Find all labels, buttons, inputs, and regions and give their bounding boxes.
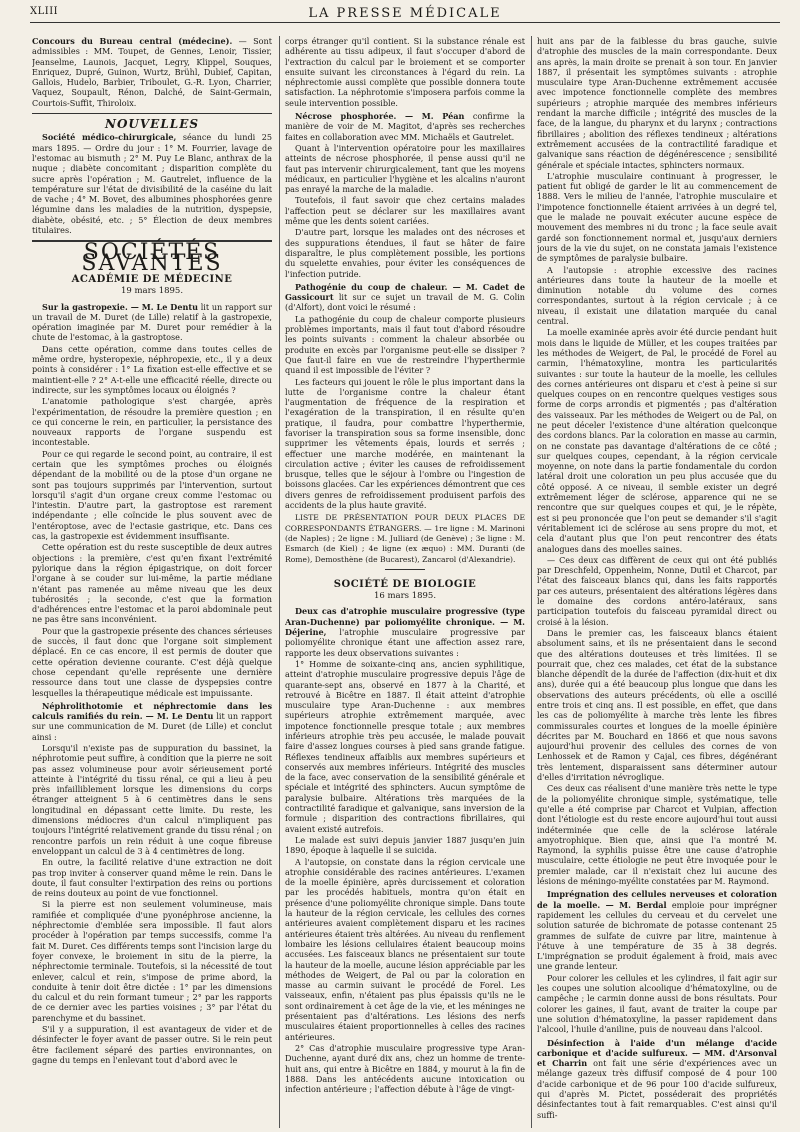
academie-title: ACADÉMIE DE MÉDECINE xyxy=(71,273,233,285)
paragraph: A l'autopsie : atrophie excessive des racines antérieures dans toute la hauteur de la moelle et diminution notable du volume des cornes correspondantes, surtout à la région cervicale ; à ce niveau, il existait une dilatation marquée du canal central. xyxy=(537,264,777,327)
gastro-heading: Sur la gastropexie. — M. Le Dentu xyxy=(42,301,198,312)
desinfection-heading: Désinfection à l'aide d'un mélange d'acide carbonique et d'acide sulfureux. — MM. d'Arsonval et Charrin xyxy=(537,1037,777,1069)
nephro-heading: Néphrolithotomie et néphrectomie dans les calculs ramifiés du rein. — M. Le Dentu xyxy=(32,700,272,722)
societes-savantes-title: SOCIÉTÉS SAVANTES xyxy=(81,240,223,276)
paragraph: D'autre part, lorsque les malades ont des nécroses et des suppurations étendues, il faut se hâter de faire disparaître, le plus complètement possible, les portions du squelette envahies, pour éviter les conséquences de l'infection putride. xyxy=(285,227,525,279)
divider xyxy=(32,113,272,114)
paragraph: La pathogénie du coup de chaleur comporte plusieurs problèmes importants, mais il faut tout d'abord résoudre les points suivants : comment la chaleur absorbée ou produite en excès par l'organisme peut-elle se dissiper ? Que faut-il faire en vue de restreindre l'hyperthermie quand il est impossible de l'éviter ? xyxy=(285,313,525,376)
atrophie-paragraph xyxy=(285,606,525,657)
column-divider-2 xyxy=(531,36,532,1128)
divider xyxy=(385,569,425,570)
atrophie-text: l'atrophie musculaire progressive par poliomyélite chronique étant une affection assez rare, rapporte les deux observations suivantes : xyxy=(285,627,525,658)
paragraph: huit ans par de la faiblesse du bras gauche, suivie d'atrophie des muscles de la main correspondante. Deux ans après, la main droite se prenait à son tour. En janvier 1887, il présentait les symptômes suivants : atrophie musculaire type Aran-Duchenne extrêmement accusée avec impotence fonctionnelle complète des membres supérieurs ; atrophie marquée des membres inférieurs rendant la marche difficile ; intégrité des muscles de la face, de la langue, du pharynx et du larynx ; contractions fibrillaires ; abolition des réflexes tendineux ; altérations extrêmement accusées de la contractilité faradique et galvanique sans réaction de dégénérescence ; sensibilité générale et spéciale intactes, sphincters normaux. xyxy=(537,36,777,170)
academie-date: 19 mars 1895. xyxy=(120,286,184,297)
paragraph: En outre, la facilité relative d'une extraction ne doit pas trop inviter à conserver quand même le rein. Dans le doute, il faut consulter l'extirpation des reins ou portions de reins douteux au point de vue fonctionnel. xyxy=(32,857,272,899)
paragraph: L'atrophie musculaire continuant à progresser, le patient fut obligé de garder le lit au commencement de 1888. Vers le milieu de l'année, l'atrophie musculaire et l'impotence fonctionnelle étaient arrivées à un degré tel, que le malade ne pouvait exécuter aucune espèce de mouvement des membres ni du tronc ; la face seule avait gardé son fonctionnement normal et, jusqu'aux derniers jours de la vie du sujet, on ne constata jamais l'existence de symptômes de paralysie bulbaire. xyxy=(537,170,777,264)
necrose-text: confirme la manière de voir de M. Magitot, d'après ses recherches faites en collaboration avec MM. Michaëls et Gautrelet. xyxy=(285,111,525,142)
paragraph: A l'autopsie, on constate dans la région cervicale une atrophie considérable des racines antérieures. L'examen de la moelle épinière, après durcissement et coloration par les procédés habituels, montra qu'on était en présence d'une poliomyélite chronique simple. Dans toute la hauteur de la région cervicale, les cellules des cornes antérieures avaient complètement disparu et les racines antérieures étaient très altérées. Au niveau du renflement lombaire les lésions cellulaires étaient beaucoup moins accusées. Les faisceaux blancs ne présentaient sur toute la hauteur de la moelle, aucune lésion appréciable par les méthodes de Weigert, de Pal ou par la coloration en masse au carmin suivant le procédé de Forel. Les vaisseaux, enfin, n'étaient pas plus épaissis qu'ils ne le sont ordinairement à cet âge de la vie, et les méninges ne présentaient pas d'altérations. Les lésions des nerfs musculaires étaient proportionnelles à celles des racines antérieures. xyxy=(285,856,525,1042)
gastro-text: lit un rapport sur un travail de M. Duret (de Lille) relatif à la gastropexie, opération imaginée par M. Duret pour remédier à la chute de l'estomac, à la gastroptose. xyxy=(32,301,272,343)
paragraph: 2° Cas d'atrophie musculaire progressive type Aran-Duchenne, ayant duré dix ans, chez un homme de trente-huit ans, qui entre à Bicêtre en 1884, y mourut à la fin de 1888. Dans les antécédents aucune intoxication ou infection antérieure ; l'affection débute à l'âge de vingt- xyxy=(285,1042,525,1095)
paragraph: Ces deux cas réalisent d'une manière très nette le type de la poliomyélite chronique simple, systématique, telle qu'elle a été comprise par Charcot et Vulpian, affection dont l'étiologie est du reste encore aujourd'hui tout aussi indéterminée que celle de la sclérose latérale amyotrophique. Bien que, ainsi que l'a montré M. Raymond, la syphilis puisse être une cause d'atrophie musculaire, cette étiologie ne peut être invoquée pour le premier malade, car il n'existait chez lui aucune des lésions de méningo-myélite constatées par M. Raymond. xyxy=(537,783,777,887)
impregnation-heading: Imprégnation des cellules nerveuses et coloration de la moelle. — M. Berdal xyxy=(537,889,777,910)
column-divider-1 xyxy=(279,36,280,1128)
paragraph: Pour ce qui regarde le second point, au contraire, il est certain que les symptômes proches ou éloignés dépendant de la mobilité ou de la ptose d'un organe ne sont pas toujours supprimés par l'intervention, surtout lorsqu'il s'agit d'un organe creux comme l'estomac ou l'intestin. D'autre part, la gastroptose est rarement indépendante ; elle coïncide le plus souvent avec de l'entéroptose, avec de l'ectasie gastrique, etc. Dans ces cas, la gastropexie est évidemment insuffisante. xyxy=(32,448,272,542)
paragraph: corps étranger qu'il contient. Si la substance rénale est adhérente au tissu adipeux, il faut s'occuper d'abord de l'extraction du calcul par le broiement et se comporter ensuite suivant les circonstances à l'égard du rein. La néphrectomie aussi complète que possible donnera toute satisfaction. La néphrotomie s'imposera parfois comme la seule intervention possible. xyxy=(285,36,525,108)
page-header xyxy=(30,6,780,23)
column-3 xyxy=(537,36,777,1128)
column-1 xyxy=(32,36,272,1128)
nephro-paragraph xyxy=(32,701,272,742)
paragraph: Si la pierre est non seulement volumineuse, mais ramifiée et compliquée d'une pyonéphrose ancienne, la néphrectomie d'emblée sera impossible. Il faut alors procéder à l'opération par temps successifs, comme l'a fait M. Duret. Ces différents temps sont l'incision large du foyer convexe, le broiement in situ de la pierre, la néphrectomie terminale. Toutefois, si la nécessité de tout enlever, calcul et rein, s'impose de prime abord, la conduite à tenir doit être dictée : 1° par les dimensions du calcul et du rein formant tumeur ; 2° par les rapports de ce dernier avec les parties voisines ; 3° par l'état du parenchyme et du bassinet. xyxy=(32,899,272,1023)
chaleur-text: lit sur ce sujet un travail de M. G. Colin (d'Alfort), dont voici le résumé : xyxy=(285,292,525,313)
necrose-paragraph xyxy=(285,111,525,142)
paragraph: Dans le premier cas, les faisceaux blancs étaient absolument sains, et ils ne présentaient dans le second que des altérations douteuses et très limitées. Il se pourrait que, chez ces malades, cet état de la substance blanche dépendît de la durée de l'affection (dix-huit et dix ans), durée qui a été beaucoup plus longue que dans les observations des auteurs précédents, où elle a oscillé entre trois et cinq ans. Il est possible, en effet, que dans les cas de poliomyélite à marche très lente les fibres commissurales courtes et longues de la moelle épinière décrites par M. Bouchard en 1866 et que nous savons aujourd'hui provenir des cellules des cornes de von Lenhossek et de Ramon y Cajal, ces fibres, dégénérant très lentement, disparaissent sans déterminer autour d'elles d'irritation névroglique. xyxy=(537,627,777,783)
gastro-paragraph xyxy=(32,302,272,343)
desinfection-paragraph xyxy=(537,1038,777,1120)
paragraph: 1° Homme de soixante-cinq ans, ancien syphilitique, atteint d'atrophie musculaire progressive depuis l'âge de quarante-sept ans, observé en 1877 à la Charité, et retrouvé à Bicêtre en 1887. Il était atteint d'atrophie musculaire type Aran-Duchenne : aux membres supérieurs atrophie extrêmement marquée, avec impotence fonctionnelle presque totale ; aux membres inférieurs atrophie très peu accusée, le malade pouvait faire d'assez longues courses à pied sans grande fatigue. Réflexes tendineux affaiblis aux membres supérieurs et conservés aux membres inférieurs. Intégrité des muscles de la face, avec conservation de la sensibilité générale et spéciale et intégrité des sphincters. Aucun symptôme de paralysie bulbaire. Altérations très marquées de la contractilité faradique et galvanique, sans inversion de la formule ; disparition des contractions fibrillaires, qui avaient existé autrefois. xyxy=(285,658,525,834)
liste-text: — 1re ligne : M. Marinoni (de Naples) ; 2e ligne : M. Julliard (de Genève) ; 3e ligne : M. Esmarch (de Kiel) ; 4e ligne (ex æquo) : MM. Duranti (de Rome), Demosthène (de Bucarest), Zancarol (d'Alexandrie). xyxy=(285,523,525,564)
paragraph: Pour colorer les cellules et les cylindres, il fait agir sur les coupes une solution alcoolique d'hématoxyline, ou de campêche ; le carmin donne aussi de bons résultats. Pour colorer les gaines, il faut, avant de traiter la coupe par une solution d'hématoxyline, la passer rapidement dans l'alcool, l'huile d'aniline, puis de nouveau dans l'alcool. xyxy=(537,972,777,1035)
impregnation-text: emploie pour imprégner rapidement les cellules du cerveau et du cervelet une solution saturée de bichromate de potasse contenant 25 grammes de sulfate de cuivre par litre, maintenue à l'étuve à une température de 35 à 38 degrés. L'imprégnation se produit également à froid, mais avec une grande lenteur. xyxy=(537,899,777,972)
nephro-text: lit un rapport sur une communication de M. Duret (de Lille) et conclut ainsi : xyxy=(32,711,272,742)
journal-title: LA PRESSE MÉDICALE xyxy=(308,6,502,21)
nouvelles-text: séance du lundi 25 mars 1895. — Ordre du jour : 1° M. Fourrier, lavage de l'estomac au bismuth ; 2° M. Puy Le Blanc, anthrax de la nuque ; diabète concomitant ; disparition complète du sucre après l'opération ; M. Gautrelet, influence de la température sur l'état de divisibilité de la caséine du lait de vache ; 4° M. Bovet, des albumines phosphorées genre légumine dans les maladies de la nutrition, dyspepsie, diabète, obésité, etc. ; 5° Élection de deux membres titulaires. xyxy=(32,132,272,236)
desinfection-text: ont fait une série d'expériences avec un mélange gazeux très diffusif composé de 4 pour 100 d'acide carbonique et de 96 pour 100 d'acide sulfureux, qui d'après M. Pictet, posséderait des propriétés désinfectantes tout à fait remarquables. C'est ainsi qu'il suffi- xyxy=(537,1058,777,1120)
atrophie-heading: Deux cas d'atrophie musculaire progressive (type Aran-Duchenne) par poliomyélite chronique. — M. Déjerine, xyxy=(285,606,525,638)
paragraph: Le malade est suivi depuis janvier 1887 jusqu'en juin 1890, époque à laquelle il se suicida. xyxy=(285,834,525,856)
nouvelles-title: NOUVELLES xyxy=(104,117,200,132)
column-2 xyxy=(285,36,525,1128)
nouvelles-paragraph xyxy=(32,132,272,235)
biologie-date: 16 mars 1895. xyxy=(373,591,437,602)
paragraph: S'il y a suppuration, il est avantageux de vider et de désinfecter le foyer avant de passer outre. Si le rein peut être facilement séparé des parties environnantes, on gagne du temps en l'enlevant tout d'abord avec le xyxy=(32,1024,272,1065)
paragraph: Toutefois, il faut savoir que chez certains malades l'affection peut se déclarer sur les maxillaires avant même que les dents soient cariées. xyxy=(285,195,525,227)
paragraph: Pour que la gastropexie présente des chances sérieuses de succès, il faut donc que l'organe soit simplement déplacé. En ce cas encore, il est permis de douter que cette opération devienne courante. C'est déjà quelque chose cependant qu'elle représente une dernière ressource dans tout une classe de dyspepsies contre lesquelles la thérapeutique médicale est impuissante. xyxy=(32,625,272,698)
necrose-heading: Nécrose phosphorée. — M. Péan xyxy=(295,111,465,122)
paragraph: L'anatomie pathologique s'est chargée, après l'expérimentation, de résoudre la première question ; en ce qui concerne le rein, en particulier, la persistance des nouveaux rapports de l'organe suspendu est incontestable. xyxy=(32,396,272,448)
page-folio: XLIII xyxy=(30,6,59,17)
concours-heading: Concours du Bureau central (médecine). xyxy=(32,36,233,46)
biologie-title: SOCIÉTÉ DE BIOLOGIE xyxy=(333,578,477,590)
paragraph: Les facteurs qui jouent le rôle le plus important dans la lutte de l'organisme contre la chaleur étant l'augmentation de fréquence de la respiration et l'exagération de la transpiration, il en résulte qu'en pratique, il faudra, pour combattre l'hyperthermie, favoriser la transpiration sous sa forme insensible, donc supprimer les vêtements épais, lourds et serrés ; effectuer une marche modérée, en maintenant la circulation active ; éviter les causes de refroidissement brusque, telles que le séjour à l'ombre ou l'ingestion de boissons glacées. Car les expériences démontrent que ces divers genres de refroidissement produisent parfois des accidents de la plus haute gravité. xyxy=(285,376,525,511)
paragraph: Quant à l'intervention opératoire pour les maxillaires atteints de nécrose phosphorée, il pense aussi qu'il ne faut pas intervenir chirurgicalement, tant que les moyens médicaux, en particulier l'hygiène et les alcalins n'auront pas enrayé la marche de la maladie. xyxy=(285,142,525,195)
paragraph: Cette opération est du reste susceptible de deux autres objections : la première, c'est qu'en fixant l'extrémité pylorique dans la région épigastrique, on doit forcer l'organe à se couder sur lui-même, la partie médiane n'étant pas ramenée au même niveau que les deux tubérosités ; la seconde, c'est que la formation d'adhérences entre l'estomac et la paroi abdominale peut ne pas être sans inconvénient. xyxy=(32,542,272,625)
liste-paragraph xyxy=(285,513,525,564)
concours-paragraph xyxy=(32,36,272,108)
concours-text: — Sont admissibles : MM. Toupet, de Gennes, Lenoir, Tissier, Jeanselme, Launois, Jacquet, Legry, Klippel, Souques, Enriquez, Dupré, Guinon, Wurtz, Brühl, Dubief, Capitan, Gallois, Hudelo, Barbier, Triboulet, G.-R. Lyon, Charrier, Vaquez, Soupault, Rénon, Dalché, de Saint-Germain, Courtois-Suffit, Thiroloix. xyxy=(32,36,272,108)
paragraph: — Ces deux cas diffèrent de ceux qui ont été publiés par Dreschfeld, Oppenheim, Nonne, Dutil et Charcot, par l'état des faisceaux blancs qui, dans les faits rapportés par ces auteurs, présentaient des altérations légères dans le domaine des cordons antéro-latéraux, sans participation toutefois du faisceau pyramidal direct ou croisé à la lésion. xyxy=(537,554,777,627)
paragraph: La moelle examinée après avoir été durcie pendant huit mois dans le liquide de Müller, et les coupes traitées par les méthodes de Weigert, de Pal, le procédé de Forel au carmin, l'hématoxyline, montra les particularités suivantes : sur toute la hauteur de la moelle, les cellules des cornes antérieures ont disparu et c'est à peine si sur quelques coupes on en rencontre quelques vestiges sous forme de corps arrondis et pigmentés ; pas d'altération des vaisseaux. Par les méthodes de Weigert ou de Pal, on ne peut déceler l'existence d'une altération quelconque des cordons blancs. Par la coloration en masse au carmin, on ne constate pas davantage d'altérations de ce côté ; sur quelques coupes, cependant, à la région cervicale moyenne, on note dans la partie fondamentale du cordon latéral droit une coloration un peu plus accusée que du côté opposé. A ce niveau, il semble exister un degré extrêmement léger de sclérose, apparence qui ne se rencontre que sur quelques coupes et qui, je le répète, est si peu prononcée que l'on peut se demander s'il s'agit véritablement ici de sclérose au sens propre du mot, et cela d'autant plus que l'on peut rencontrer des états analogues dans des moelles saines. xyxy=(537,327,777,554)
paragraph: Lorsqu'il n'existe pas de suppuration du bassinet, la néphrotomie peut suffire, à condition que la pierre ne soit pas assez volumineuse pour avoir sérieusement porté atteinte à l'intégrité du tissu rénal, ce qui a lieu à peu près infailliblement lorsque les dimensions du corps étranger atteignent 5 à 6 centimètres dans le sens longitudinal en dépassant cette limite. Du reste, les dimensions médiocres d'un calcul n'impliquent pas toujours l'intégrité relativement grande du tissu rénal ; on rencontre parfois un rein réduit à une coque fibreuse enveloppant un calcul de 3 à 4 centimètres de long. xyxy=(32,743,272,856)
impregnation-paragraph xyxy=(537,889,777,971)
paragraph: Dans cette opération, comme dans toutes celles de même ordre, hysteropexie, néphropexie, etc., il y a deux points à considérer : 1° La fixation est-elle effective et se maintient-elle ? 2° A-t-elle une efficacité réelle, directe ou indirecte, sur les symptômes locaux ou éloignés ? xyxy=(32,343,272,395)
chaleur-paragraph xyxy=(285,282,525,313)
chaleur-heading: Pathogénie du coup de chaleur. — M. Cadet de Gassicourt xyxy=(285,281,525,303)
liste-caption: LISTE DE PRÉSENTATION POUR DEUX PLACES DE CORRESPONDANTS ÉTRANGERS. xyxy=(285,513,525,533)
nouvelles-heading: Société médico-chirurgicale, xyxy=(42,132,177,143)
